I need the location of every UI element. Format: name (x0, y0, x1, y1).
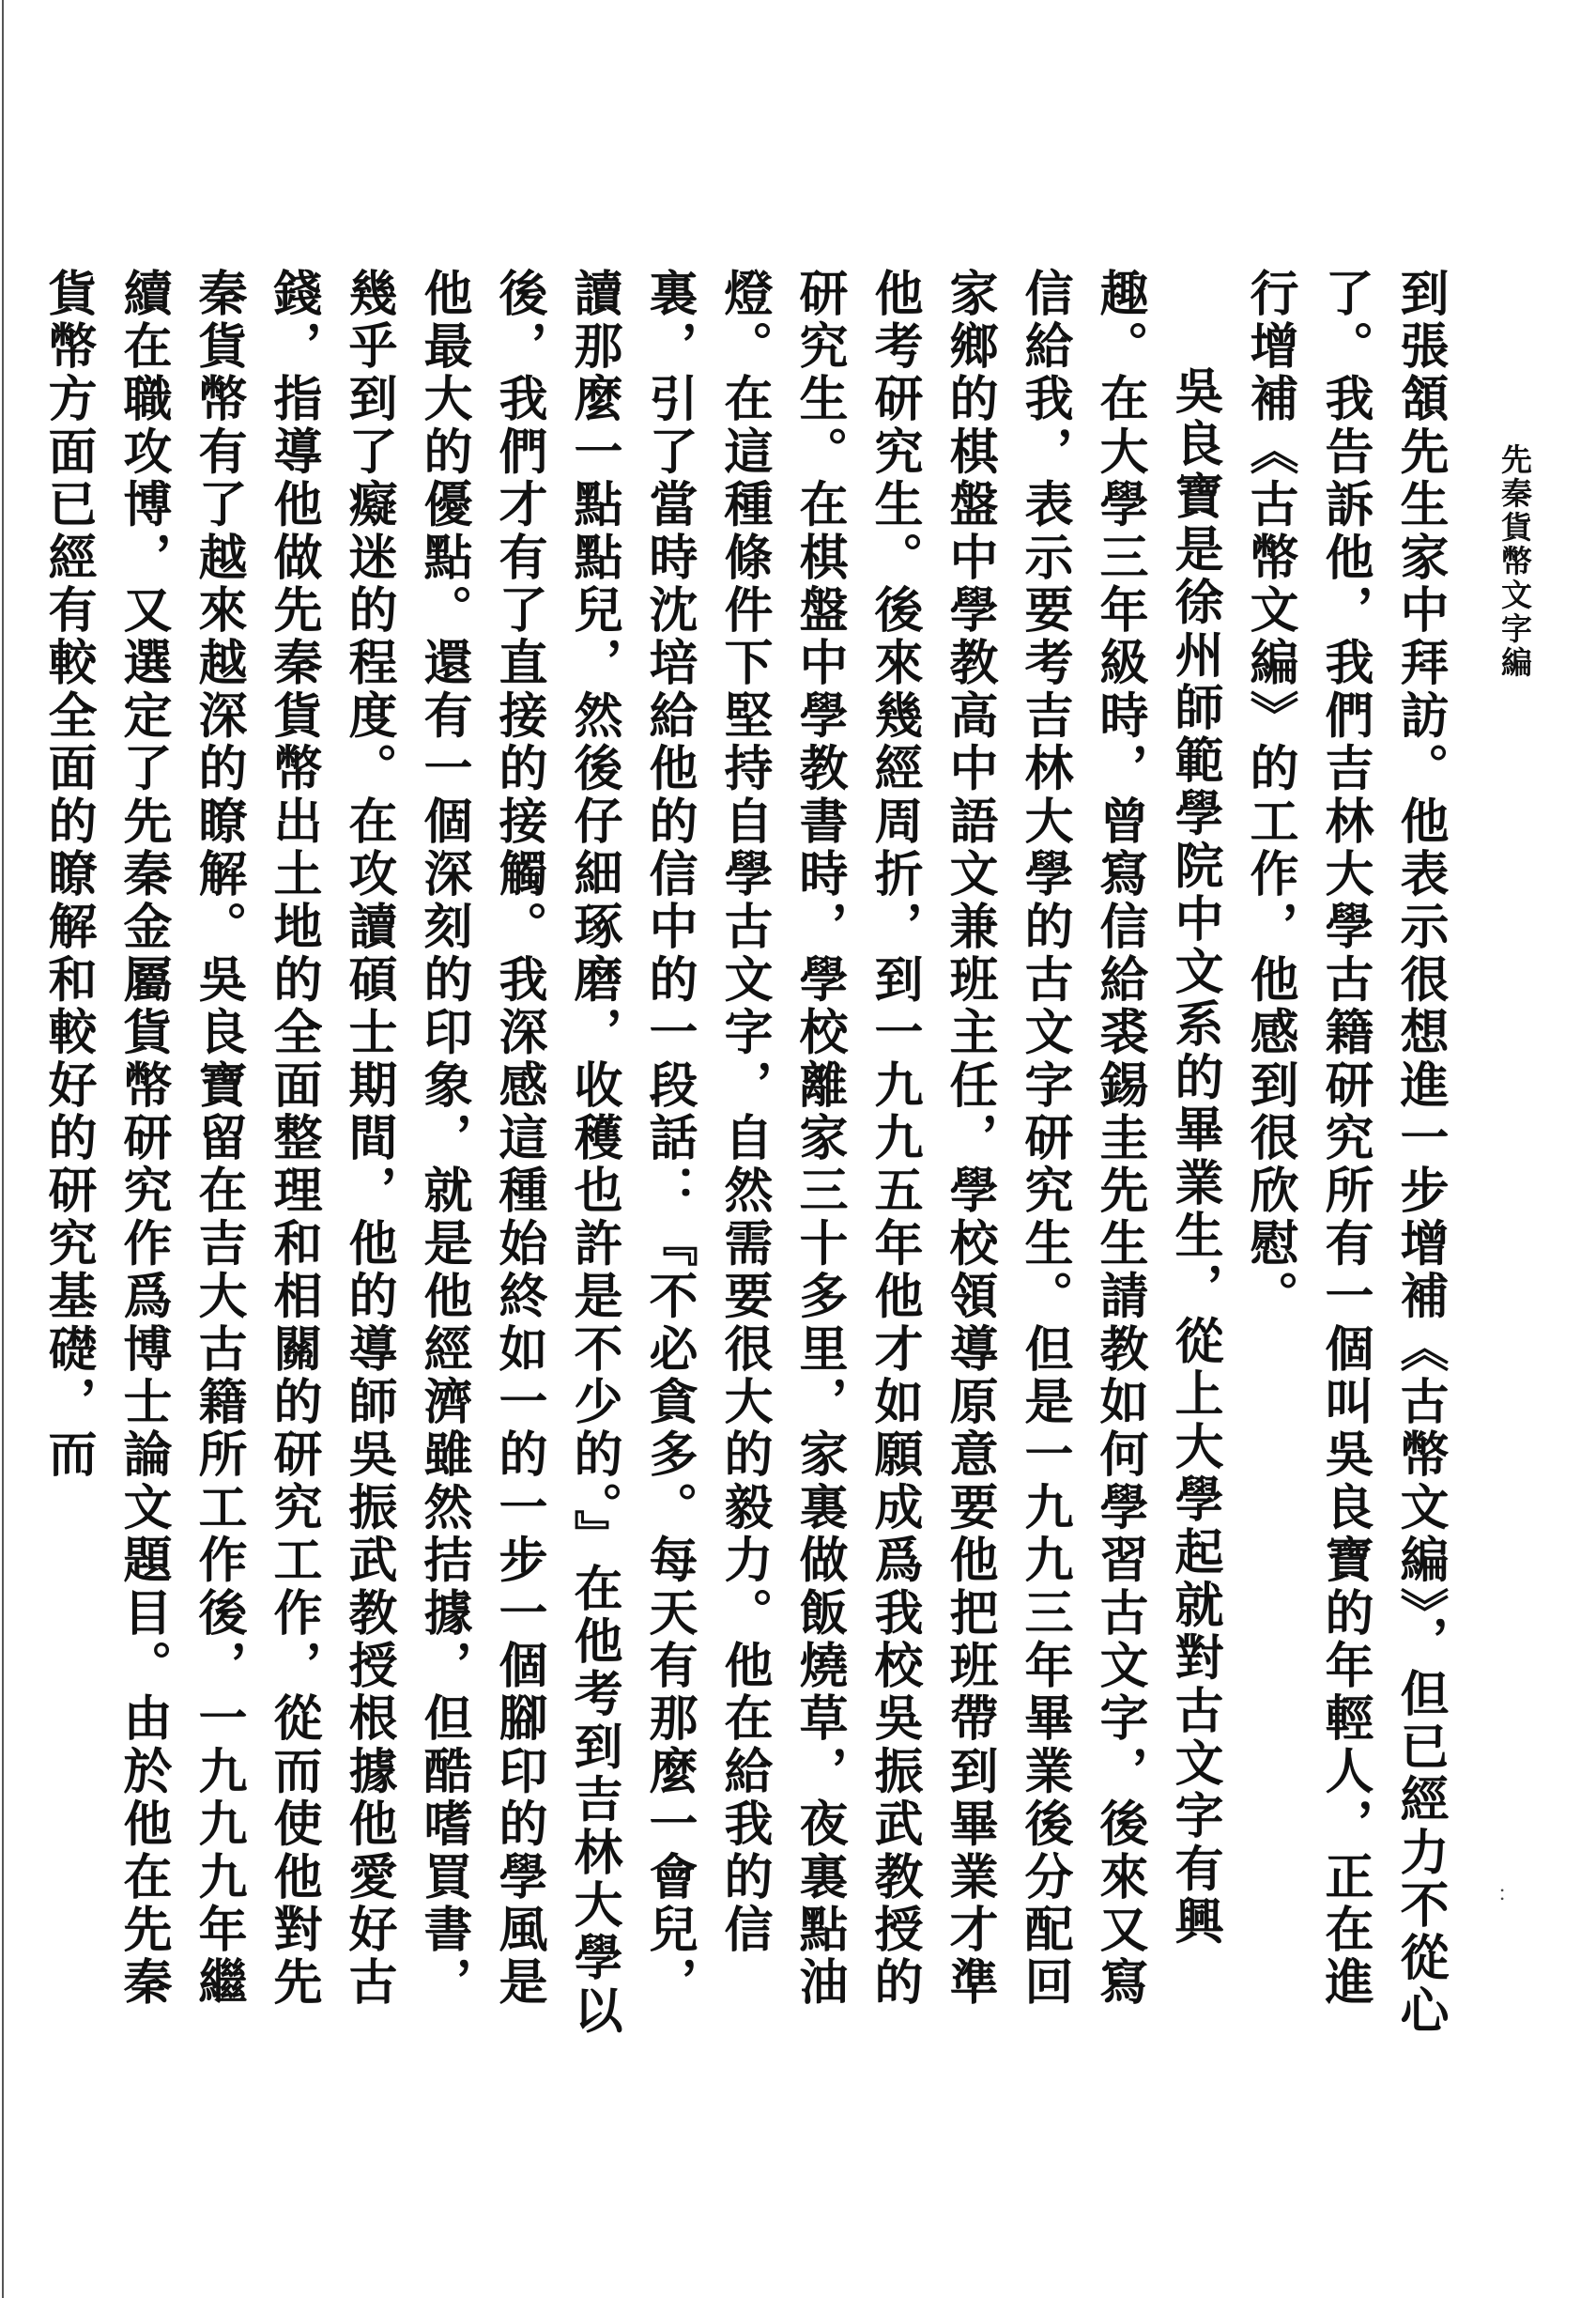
running-title: 先秦貨幣文字編 (1496, 443, 1533, 680)
page-edge-line (2, 0, 4, 2298)
paragraph-1: 到張頷先生家中拜訪。他表示很想進一步增補《古幣文編》，但已經力不從心了。我告訴他，我們吉林大學古籍研究所有一個叫吳良寶的年輕人，正在進行增補《古幣文編》的工作，他感到很欣慰。 (1241, 268, 1449, 2038)
margin-mark: ： (1497, 1883, 1519, 1906)
body-text (39, 268, 1457, 2052)
paragraph-2: 吳良寶是徐州師範學院中文系的畢業生，從上大學起就對古文字有興趣。在大學三年級時，曾寫信給裘錫圭先生請教如何學習古文字，後來又寫信給我，表示要考吉林大學的古文字研究生。但是一九九三年畢業後分配回家鄉的棋盤中學教高中語文兼班主任，學校領導原意要他把班帶到畢業才準他考研究生。後來幾經周折，到一九九五年他才如願成爲我校吳振武教授的研究生。在棋盤中學教書時，學校離家三十多里，家裏做飯燒草，夜裏點油燈。在這種條件下堅持自學古文字，自然需要很大的毅力。他在給我的信裏，引了當時沈培給他的信中的一段話：『不必貪多。每天有那麼一會兒，讀那麼一點點兒，然後仔細琢磨，收穫也許是不少的。』在他考到吉林大學以後，我們才有了直接的接觸。我深感這種始終如一的一步一個腳印的學風是他最大的優點。還有一個深刻的印象，就是他經濟雖然拮據，但酷嗜買書，幾乎到了癡迷的程度。在攻讀碩士期間，他的導師吳振武教授根據他愛好古錢，指導他做先秦貨幣出土地的全面整理和相關的研究工作，從而使他對先秦貨幣有了越來越深的瞭解。吳良寶留在吉大古籍所工作後，一九九九年繼續在職攻博，又選定了先秦金屬貨幣研究作爲博士論文題目。由於他在先秦貨幣方面已經有較全面的瞭解和較好的研究基礎，而 (39, 268, 1223, 2038)
